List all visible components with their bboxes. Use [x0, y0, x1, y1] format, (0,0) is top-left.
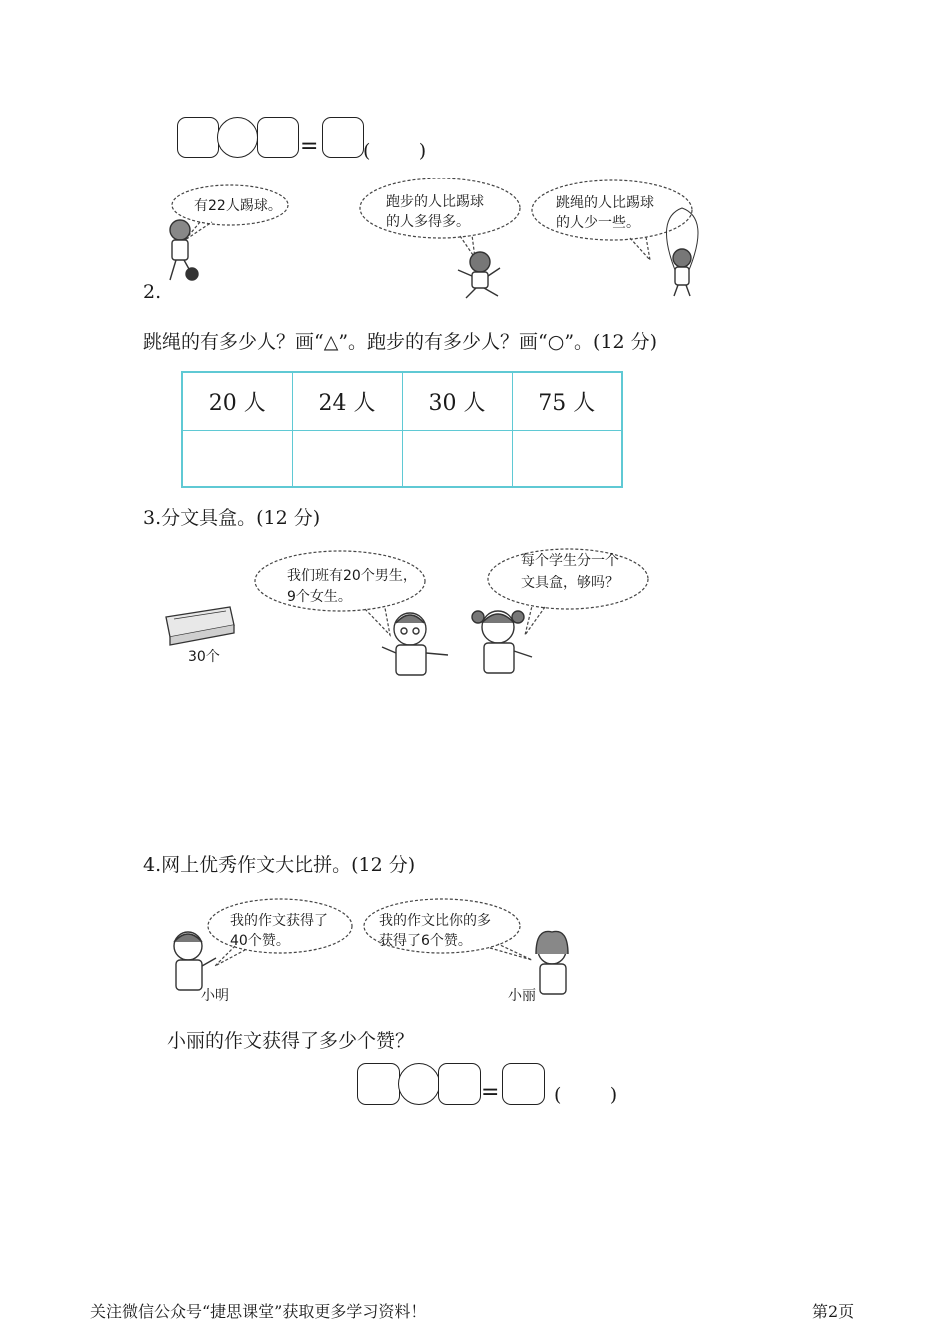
bubble-text-rope-2: 的人少一些。 [556, 215, 640, 231]
operator-circle[interactable] [398, 1063, 440, 1105]
answer-cell[interactable] [402, 431, 512, 488]
option-cell: 75 人 [512, 372, 622, 431]
q3-title: 3.分文具盒。(12 分) [143, 507, 321, 529]
answer-cell[interactable] [292, 431, 402, 488]
q2-number: 2. [143, 281, 162, 303]
bubble-text-xiaoming-2: 40个赞。 [230, 933, 290, 949]
bubble-text-run-1: 跑步的人比踢球 [386, 194, 484, 210]
answer-cell[interactable] [512, 431, 622, 488]
bubble-text-girl-1: 每个学生分一个 [521, 553, 619, 569]
name-xiaoming: 小明 [201, 988, 229, 1004]
pencil-box-count: 30个 [188, 649, 220, 665]
bubble-text-xiaoli-1: 我的作文比你的多 [379, 913, 491, 929]
answer-box-result[interactable] [322, 117, 364, 158]
bubble-text-boy-2: 9个女生。 [287, 589, 352, 605]
name-xiaoli: 小丽 [508, 988, 536, 1004]
xiaoming-figure [174, 932, 216, 990]
q4-question: 小丽的作文获得了多少个赞？ [167, 1030, 415, 1052]
equals-sign: = [481, 1080, 500, 1105]
option-cell: 20 人 [182, 372, 292, 431]
boy-soccer-figure [170, 220, 198, 280]
xiaoli-figure [536, 931, 568, 994]
unit-parens: ( ) [554, 1084, 618, 1106]
boy-figure [382, 613, 448, 675]
boy-running-figure [458, 252, 500, 298]
bubble-text-rope-1: 跳绳的人比踢球 [556, 195, 654, 211]
answer-box-2[interactable] [438, 1063, 481, 1105]
operator-circle[interactable] [217, 117, 258, 158]
answer-cell[interactable] [182, 431, 292, 488]
pencil-box-icon [166, 607, 234, 645]
bubble-text-run-2: 的人多得多。 [386, 214, 470, 230]
bubble-text-xiaoming-1: 我的作文获得了 [230, 913, 328, 929]
footer-page-number: 第2页 [812, 1302, 855, 1321]
answer-box-1[interactable] [177, 117, 219, 158]
option-cell: 24 人 [292, 372, 402, 431]
q2-instruction: 跳绳的有多少人？画“△”。跑步的有多少人？画“○”。(12 分) [143, 331, 658, 353]
bubble-text-xiaoli-2: 获得了6个赞。 [379, 933, 472, 949]
answer-box-1[interactable] [357, 1063, 400, 1105]
girl-figure [472, 611, 532, 673]
bubble-text-soccer: 有22人踢球。 [194, 198, 282, 214]
bubble-text-girl-2: 文具盒，够吗？ [521, 575, 619, 591]
equals-sign: = [300, 134, 319, 159]
answer-box-result[interactable] [502, 1063, 545, 1105]
girl-jumprope-figure [666, 208, 698, 296]
footer-left: 关注微信公众号“捷思课堂”获取更多学习资料！ [90, 1302, 427, 1321]
q4-title: 4.网上优秀作文大比拼。(12 分) [143, 854, 416, 876]
bubble-text-boy-1: 我们班有20个男生， [287, 568, 417, 584]
answer-box-2[interactable] [257, 117, 299, 158]
option-cell: 30 人 [402, 372, 512, 431]
q2-answer-table [181, 371, 623, 488]
unit-parens: ( ) [363, 140, 427, 162]
